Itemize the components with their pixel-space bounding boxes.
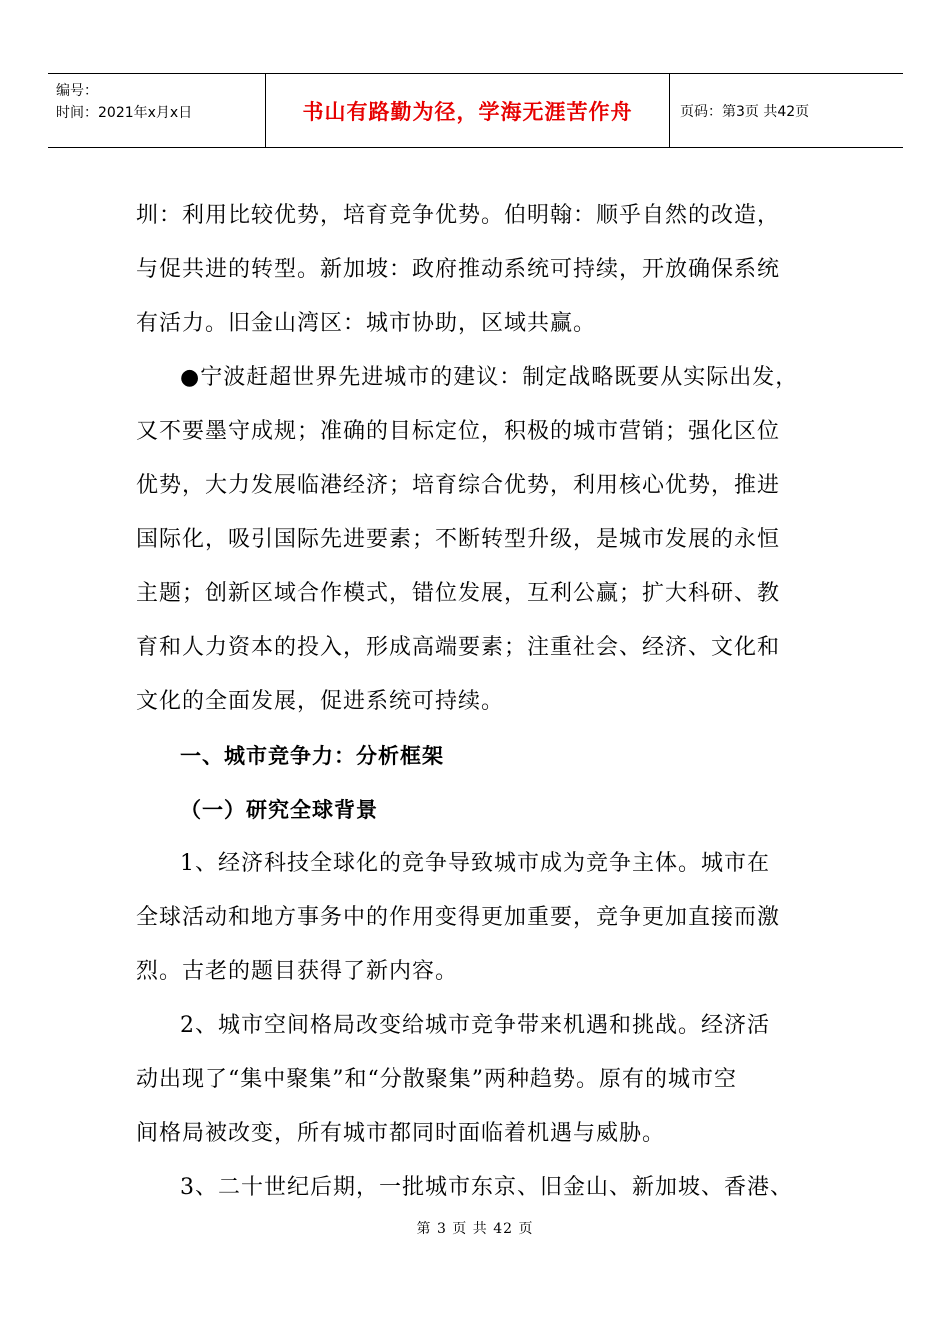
body-line: 间格局被改变，所有城市都同时面临着机遇与威胁。 [136, 1121, 666, 1146]
body-line: 1、经济科技全球化的竞争导致城市成为竞争主体。城市在 [180, 851, 770, 876]
page-header [48, 73, 903, 148]
document-body [136, 189, 836, 1215]
body-line: 与促共进的转型。新加坡：政府推动系统可持续，开放确保系统 [136, 257, 781, 282]
body-line: 圳：利用比较优势，培育竞争优势。伯明翰：顺乎自然的改造， [136, 203, 781, 228]
body-line: 有活力。旧金山湾区：城市协助，区域共赢。 [136, 311, 597, 336]
body-line: 2、城市空间格局改变给城市竞争带来机遇和挑战。经济活 [180, 1013, 770, 1038]
body-line: 主题；创新区域合作模式，错位发展，互利公赢；扩大科研、教 [136, 581, 781, 606]
section-heading: 一、城市竞争力：分析框架 [180, 744, 444, 768]
body-line: 全球活动和地方事务中的作用变得更加重要，竞争更加直接而激 [136, 905, 781, 930]
body-line: 烈。古老的题目获得了新内容。 [136, 959, 459, 984]
body-line: 优势，大力发展临港经济；培育综合优势，利用核心优势，推进 [136, 473, 781, 498]
body-line: 文化的全面发展，促进系统可持续。 [136, 689, 505, 714]
body-line: 育和人力资本的投入，形成高端要素；注重社会、经济、文化和 [136, 635, 781, 660]
subsection-heading: （一）研究全球背景 [180, 798, 378, 822]
time-label: 时间：2021年x月x日 [56, 105, 193, 121]
header-meta [48, 74, 266, 147]
body-line: 动出现了“集中聚集”和“分散聚集”两种趋势。原有的城市空 [136, 1067, 737, 1092]
body-line: 3、二十世纪后期，一批城市东京、旧金山、新加坡、香港、 [180, 1175, 793, 1200]
number-label: 编号： [56, 83, 98, 99]
header-motto: 书山有路勤为径，学海无涯苦作舟 [266, 74, 670, 147]
body-line: 又不要墨守成规；准确的目标定位，积极的城市营销；强化区位 [136, 419, 781, 444]
header-page-info: 页码：第3页 共42页 [680, 103, 810, 120]
body-line: 国际化，吸引国际先进要素；不断转型升级，是城市发展的永恒 [136, 527, 781, 552]
page-footer: 第 3 页 共 42 页 [416, 1221, 534, 1237]
body-line: ●宁波赶超世界先进城市的建议：制定战略既要从实际出发， [180, 365, 799, 390]
